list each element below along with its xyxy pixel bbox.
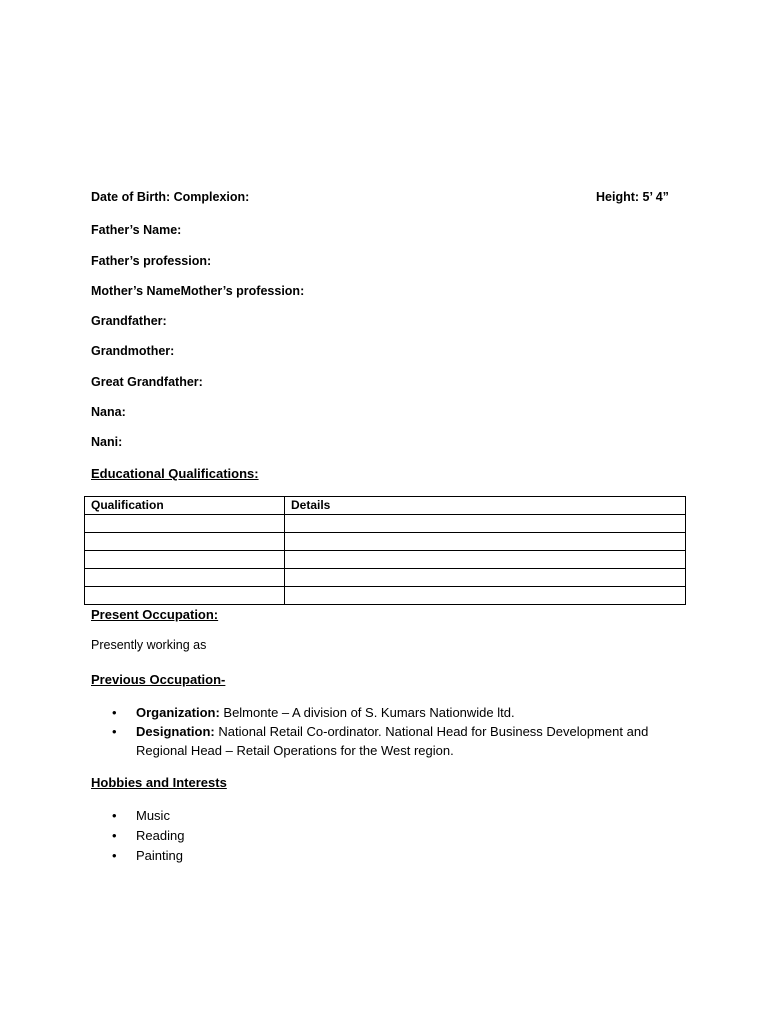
hobbies-list — [91, 806, 391, 866]
table-row — [85, 569, 686, 587]
table-cell — [85, 551, 285, 569]
table-cell — [85, 569, 285, 587]
present-occupation-heading: Present Occupation: — [91, 607, 219, 622]
hobbies-heading: Hobbies and Interests — [91, 775, 227, 790]
table-cell — [285, 587, 686, 605]
qualification-column-header: Qualification — [85, 497, 285, 515]
bullet-icon: • — [112, 828, 117, 843]
table-cell — [85, 515, 285, 533]
present-occupation-text: Presently working as — [91, 638, 207, 652]
table-cell — [85, 587, 285, 605]
educational-qualifications-heading: Educational Qualifications: — [91, 466, 259, 481]
mothers-name-profession-label: Mother’s NameMother’s profession: — [91, 284, 305, 298]
fathers-profession-label: Father’s profession: — [91, 254, 212, 268]
table-cell — [285, 569, 686, 587]
table-row — [85, 533, 686, 551]
height-label: Height: 5’ 4” — [596, 190, 669, 204]
dob-complexion-label: Date of Birth: Complexion: — [91, 190, 250, 204]
bullet-icon: • — [112, 724, 117, 739]
nana-label: Nana: — [91, 405, 126, 419]
designation-label: Designation: — [136, 724, 215, 739]
organization-label: Organization: — [136, 705, 220, 720]
grandfather-label: Grandfather: — [91, 314, 167, 328]
table-header-row — [85, 497, 686, 515]
table-row — [85, 551, 686, 569]
list-item — [91, 826, 391, 846]
table-cell — [85, 533, 285, 551]
nani-label: Nani: — [91, 435, 123, 449]
previous-occupation-list — [91, 703, 691, 760]
details-column-header: Details — [285, 497, 686, 515]
table-cell — [285, 533, 686, 551]
table-cell — [285, 515, 686, 533]
list-item — [91, 806, 391, 826]
hobby-item: Painting — [136, 848, 183, 863]
hobby-item: Reading — [136, 828, 185, 843]
table-cell — [285, 551, 686, 569]
previous-occupation-heading: Previous Occupation- — [91, 672, 226, 687]
bullet-icon: • — [112, 808, 117, 823]
grandmother-label: Grandmother: — [91, 344, 175, 358]
organization-value: Belmonte – A division of S. Kumars Nationwide ltd. — [219, 705, 515, 720]
list-item-designation — [91, 722, 691, 760]
hobby-item: Music — [136, 808, 170, 823]
great-grandfather-label: Great Grandfather: — [91, 375, 203, 389]
table-row — [85, 515, 686, 533]
list-item-organization — [91, 703, 691, 722]
designation-value: National Retail Co-ordinator. National Head for Business Development and Regional Head – Retail Operations for the West region. — [136, 724, 649, 758]
bullet-icon: • — [112, 705, 117, 720]
list-item — [91, 846, 391, 866]
table-row — [85, 587, 686, 605]
bullet-icon: • — [112, 848, 117, 863]
fathers-name-label: Father’s Name: — [91, 223, 182, 237]
qualifications-table — [84, 496, 686, 605]
